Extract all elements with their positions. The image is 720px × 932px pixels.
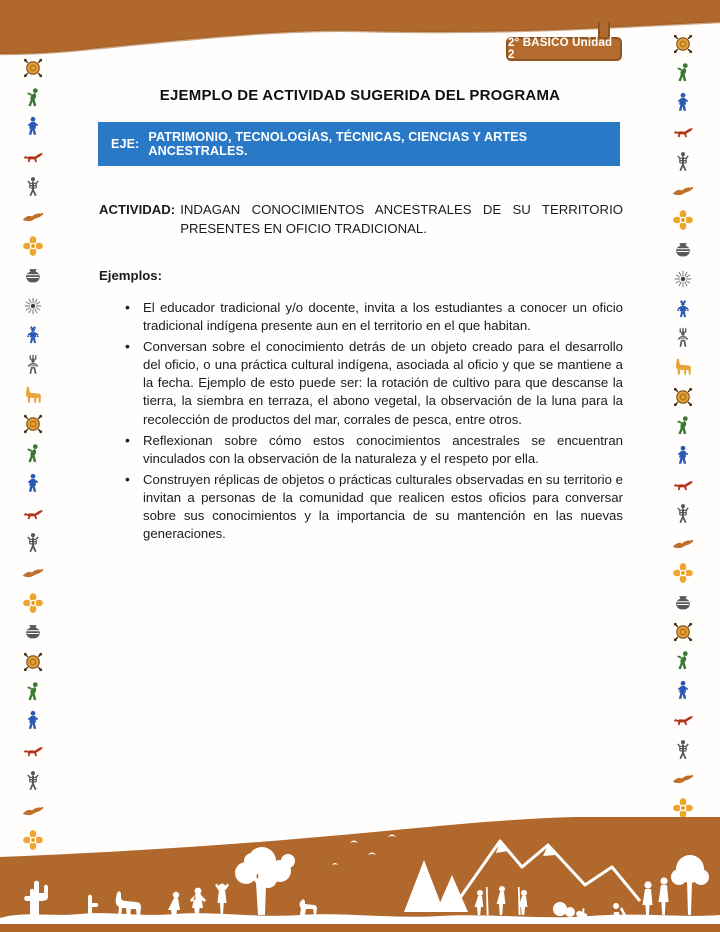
llama-icon xyxy=(22,384,44,406)
warrior-icon xyxy=(22,116,44,138)
person-icon xyxy=(672,151,694,173)
sun-symbol-icon xyxy=(672,33,694,55)
examples-list xyxy=(120,299,623,546)
fox-icon xyxy=(22,503,44,525)
person-icon xyxy=(22,770,44,792)
warrior-icon xyxy=(672,92,694,114)
condor-icon xyxy=(672,768,694,790)
sun-symbol-icon xyxy=(22,413,44,435)
pot-icon xyxy=(672,592,694,614)
page-title: EJEMPLO DE ACTIVIDAD SUGERIDA DEL PROGRAMA xyxy=(159,87,561,104)
shaman-icon xyxy=(672,298,694,320)
pot-icon xyxy=(22,265,44,287)
example-bullet: • El educador tradicional y/o docente, invita a los estudiantes a conocer un oficio tradicional indígena presente aun en el territorio en el que habitan. xyxy=(120,299,623,335)
sun-symbol-icon xyxy=(22,57,44,79)
sun-symbol-icon xyxy=(22,651,44,673)
eje-text: PATRIMONIO, TECNOLOGÍAS, TÉCNICAS, CIENCIAS Y ARTES ANCESTRALES. xyxy=(148,130,528,158)
fox-icon xyxy=(672,474,694,496)
starburst-icon xyxy=(22,295,44,317)
flower-icon xyxy=(22,592,44,614)
llama-icon xyxy=(672,356,694,378)
condor-icon xyxy=(672,180,694,202)
chief-icon xyxy=(22,354,44,376)
warrior-icon xyxy=(22,473,44,495)
fox-icon xyxy=(22,146,44,168)
fox-icon xyxy=(672,709,694,731)
dancer-icon xyxy=(672,62,694,84)
fox-icon xyxy=(22,740,44,762)
pot-icon xyxy=(22,621,44,643)
dancer-icon xyxy=(672,415,694,437)
example-bullet: • Construyen réplicas de objetos o prácticas culturales observadas en su territorio e invitan a personas de la comunidad que realicen estos oficios para conversar sobre sus conocimientos y la importancia de su mantención en las nuevas generaciones. xyxy=(120,471,623,543)
person-icon xyxy=(22,532,44,554)
flower-icon xyxy=(672,209,694,231)
person-icon xyxy=(672,739,694,761)
person-icon xyxy=(672,503,694,525)
flower-icon xyxy=(672,562,694,584)
warrior-icon xyxy=(672,680,694,702)
eje-label: EJE: xyxy=(111,137,140,151)
chief-icon xyxy=(672,327,694,349)
dancer-icon xyxy=(22,87,44,109)
pot-icon xyxy=(672,239,694,261)
condor-icon xyxy=(22,206,44,228)
examples-label: Ejemplos: xyxy=(99,268,163,283)
dancer-icon xyxy=(22,443,44,465)
bottom-landscape-art xyxy=(0,817,720,932)
sun-symbol-icon xyxy=(672,386,694,408)
activity-text: INDAGAN CONOCIMIENTOS ANCESTRALES DE SU TERRITORIO PRESENTES EN OFICIO TRADICIONAL. xyxy=(180,202,623,236)
example-bullet: • Reflexionan sobre cómo estos conocimientos ancestrales se encuentran vinculados con la observación de la naturaleza y el respeto por ella. xyxy=(120,432,623,468)
example-bullet: • Conversan sobre el conocimiento detrás de un objeto creado para el desarrollo del oficio, o una práctica cultural indígena, asociada al oficio y que se mantiene a la fecha. Ejemplo de esto puede ser: la rotación de cultivo para que descanse la tierra, la siembra en terraza, el abono vegetal, la observación de la luna para la recolección de productos del mar, corrales de pesca, entre otros. xyxy=(120,338,623,428)
unit-badge: 2° BÁSICO Unidad 2 xyxy=(506,37,622,61)
fox-icon xyxy=(672,121,694,143)
flower-icon xyxy=(22,235,44,257)
warrior-icon xyxy=(672,445,694,467)
condor-icon xyxy=(672,533,694,555)
shaman-icon xyxy=(22,324,44,346)
dancer-icon xyxy=(22,681,44,703)
sun-symbol-icon xyxy=(672,621,694,643)
starburst-icon xyxy=(672,268,694,290)
warrior-icon xyxy=(22,710,44,732)
dancer-icon xyxy=(672,650,694,672)
condor-icon xyxy=(22,562,44,584)
activity-label: ACTIVIDAD: xyxy=(99,202,176,217)
eje-banner xyxy=(98,122,620,166)
person-icon xyxy=(22,176,44,198)
activity-block xyxy=(99,200,623,238)
